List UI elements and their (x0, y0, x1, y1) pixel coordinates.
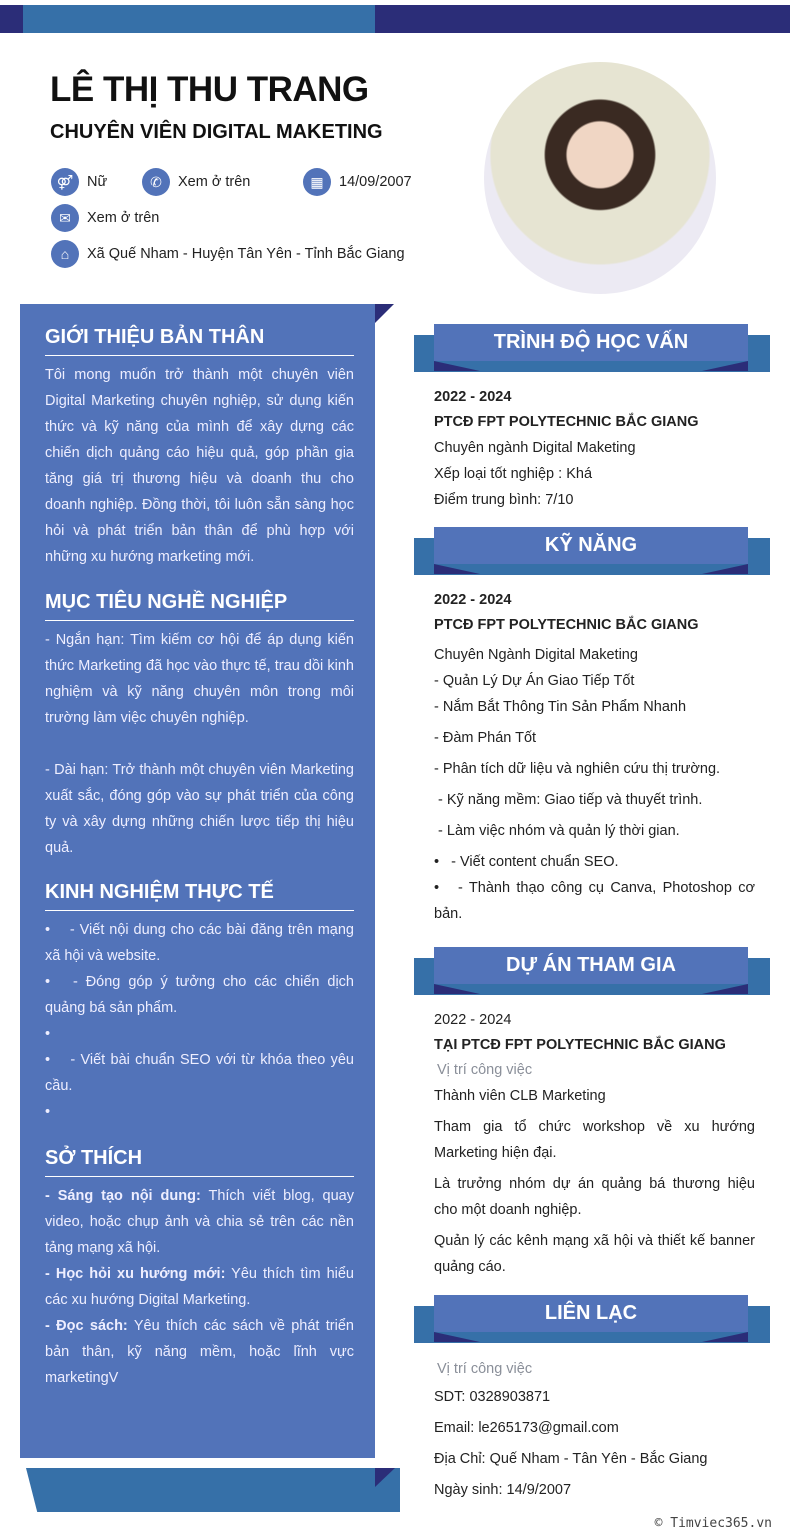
skill-item: - Nắm Bắt Thông Tin Sản Phẩm Nhanh (434, 699, 687, 715)
project-item: Là trưởng nhóm dự án quảng bá thương hiệu cho một doanh nghiệp. (434, 1176, 755, 1218)
experience-item (45, 1099, 354, 1125)
experience-item: • - Viết bài chuẩn SEO với từ khóa theo yêu cầu. (45, 1047, 354, 1099)
skill-bullet: • - Viết content chuẩn SEO. (434, 854, 619, 870)
education-heading: TRÌNH ĐỘ HỌC VẤN (434, 324, 748, 361)
home-icon: ⌂ (51, 240, 79, 268)
contact-ribbon (414, 1295, 770, 1343)
projects-heading: DỰ ÁN THAM GIA (434, 947, 748, 984)
skills-major: Chuyên Ngành Digital Maketing (434, 647, 638, 663)
phone-value: Xem ở trên (178, 174, 251, 190)
skill-bullet-text: - Viết content chuẩn SEO. (439, 854, 619, 870)
skill-bullet-text: - Thành thạo công cụ Canva, Photoshop cơ bản. (434, 880, 760, 922)
footer-watermark: © Timviec365.vn (654, 1516, 772, 1531)
education-ribbon (414, 324, 770, 372)
skills-period: 2022 - 2024 (434, 592, 512, 608)
experience-item: • - Viết nội dung cho các bài đăng trên mạng xã hội và website. (45, 917, 354, 969)
gender-value: Nữ (87, 174, 108, 190)
skill-item: - Phân tích dữ liệu và nghiên cứu thị trường. (434, 761, 721, 777)
hobby-text: Thích viết blog, quay video, hoặc chụp ảnh và chia sẻ trên các nền tảng mạng xã hội. (45, 1188, 354, 1256)
skill-item: - Quản Lý Dự Án Giao Tiếp Tốt (434, 673, 635, 689)
contact-email: Email: le265173@gmail.com (434, 1420, 619, 1436)
education-line: Điểm trung bình: 7/10 (434, 492, 574, 508)
candidate-name: LÊ THỊ THU TRANG (50, 70, 369, 109)
top-bar-accent (23, 5, 375, 33)
hobby-label: - Học hỏi xu hướng mới: (45, 1266, 226, 1282)
top-bar (0, 5, 790, 33)
skills-school: PTCĐ FPT POLYTECHNIC BẮC GIANG (434, 617, 699, 633)
contact-section (434, 1357, 755, 1506)
job-title: CHUYÊN VIÊN DIGITAL MAKETING (50, 121, 383, 143)
contact-phone: SDT: 0328903871 (434, 1389, 551, 1405)
experience-item (45, 1021, 354, 1047)
projects-period: 2022 - 2024 (434, 1012, 512, 1028)
calendar-icon: ▦ (303, 168, 331, 196)
skill-bullet: • - Thành thạo công cụ Canva, Photoshop cơ bản. (434, 880, 760, 922)
address-value: Xã Quế Nham - Huyện Tân Yên - Tỉnh Bắc Giang (87, 246, 405, 262)
birthday-info (303, 168, 412, 196)
education-school: PTCĐ FPT POLYTECHNIC BẮC GIANG (434, 414, 699, 430)
gender-info (51, 168, 107, 196)
email-value: Xem ở trên (87, 210, 160, 226)
projects-section (434, 1008, 755, 1285)
hobbies-section (45, 1147, 354, 1391)
skill-item: - Đàm Phán Tốt (434, 730, 537, 746)
goals-section (45, 591, 354, 861)
email-info (51, 204, 159, 232)
role-label: Vị trí công việc (437, 1062, 533, 1078)
profile-photo (484, 62, 716, 294)
intro-section (45, 326, 354, 570)
hobby-label: - Sáng tạo nội dung: (45, 1188, 201, 1204)
education-period: 2022 - 2024 (434, 389, 512, 405)
project-item: Quản lý các kênh mạng xã hội và thiết kế banner quảng cáo. (434, 1233, 755, 1275)
intro-text: Tôi mong muốn trở thành một chuyên viên Digital Marketing chuyên nghiệp, sử dụng kiến thức và kỹ năng của mình để xây dựng các chiến dịch quảng cáo hiệu quả, góp phần gia tăng giá trị thương hiệu và doanh thu cho doanh nghiệp. Đồng thời, tôi luôn sẵn sàng học hỏi và phát triển bản thân để phù hợp với những xu hướng marketing mới. (45, 367, 354, 565)
experience-heading: KINH NGHIỆM THỰC TẾ (45, 881, 354, 911)
hobby-text: Yêu thích tìm hiểu các xu hướng Digital Marketing. (45, 1266, 354, 1308)
experience-section (45, 881, 354, 1125)
education-section (434, 385, 755, 513)
goals-heading: MỤC TIÊU NGHỀ NGHIỆP (45, 591, 354, 621)
panel-fold (375, 304, 394, 323)
contact-heading: LIÊN LẠC (434, 1295, 748, 1332)
hobbies-heading: SỞ THÍCH (45, 1147, 354, 1177)
hobby-item (45, 1313, 354, 1391)
hobby-text: Yêu thích các sách về phát triển bản thân, kỹ năng mềm, hoặc lĩnh vực marketingV (45, 1318, 354, 1386)
projects-ribbon (414, 947, 770, 995)
email-icon: ✉ (51, 204, 79, 232)
skill-item: - Làm việc nhóm và quản lý thời gian. (434, 823, 680, 839)
contact-birthday: Ngày sinh: 14/9/2007 (434, 1482, 572, 1498)
role-value: Thành viên CLB Marketing (434, 1088, 606, 1104)
hobby-label: - Đọc sách: (45, 1318, 128, 1334)
education-line: Chuyên ngành Digital Maketing (434, 440, 636, 456)
contact-label: Vị trí công việc (437, 1361, 533, 1377)
skills-section (434, 588, 760, 932)
panel-shadow (26, 1468, 400, 1512)
birthday-value: 14/09/2007 (339, 174, 412, 190)
hobby-item (45, 1183, 354, 1261)
phone-info (142, 168, 250, 196)
contact-address: Địa Chỉ: Quế Nham - Tân Yên - Bắc Giang (434, 1451, 708, 1467)
education-line: Xếp loại tốt nghiệp : Khá (434, 466, 593, 482)
projects-place: TẠI PTCĐ FPT POLYTECHNIC BẮC GIANG (434, 1037, 726, 1053)
hobby-item (45, 1261, 354, 1313)
skills-ribbon (414, 527, 770, 575)
project-item: Tham gia tổ chức workshop về xu hướng Marketing hiện đại. (434, 1119, 755, 1161)
skill-item: - Kỹ năng mềm: Giao tiếp và thuyết trình. (434, 792, 703, 808)
goal-short: - Ngắn hạn: Tìm kiếm cơ hội để áp dụng kiến thức Marketing đã học vào thực tế, trau dồi kinh nghiệm và kỹ năng chuyên môn trong môi trường làm việc chuyên nghiệp. (45, 632, 354, 726)
experience-item: • - Đóng góp ý tưởng cho các chiến dịch quảng bá sản phẩm. (45, 969, 354, 1021)
phone-icon: ✆ (142, 168, 170, 196)
goal-long: - Dài hạn: Trở thành một chuyên viên Marketing xuất sắc, đóng góp vào sự phát triển của công ty và xây dựng những chiến lược tiếp thị hiệu quả. (45, 762, 354, 856)
intro-heading: GIỚI THIỆU BẢN THÂN (45, 326, 354, 356)
address-info (51, 240, 405, 268)
gender-icon: ⚤ (51, 168, 79, 196)
skills-heading: KỸ NĂNG (434, 527, 748, 564)
